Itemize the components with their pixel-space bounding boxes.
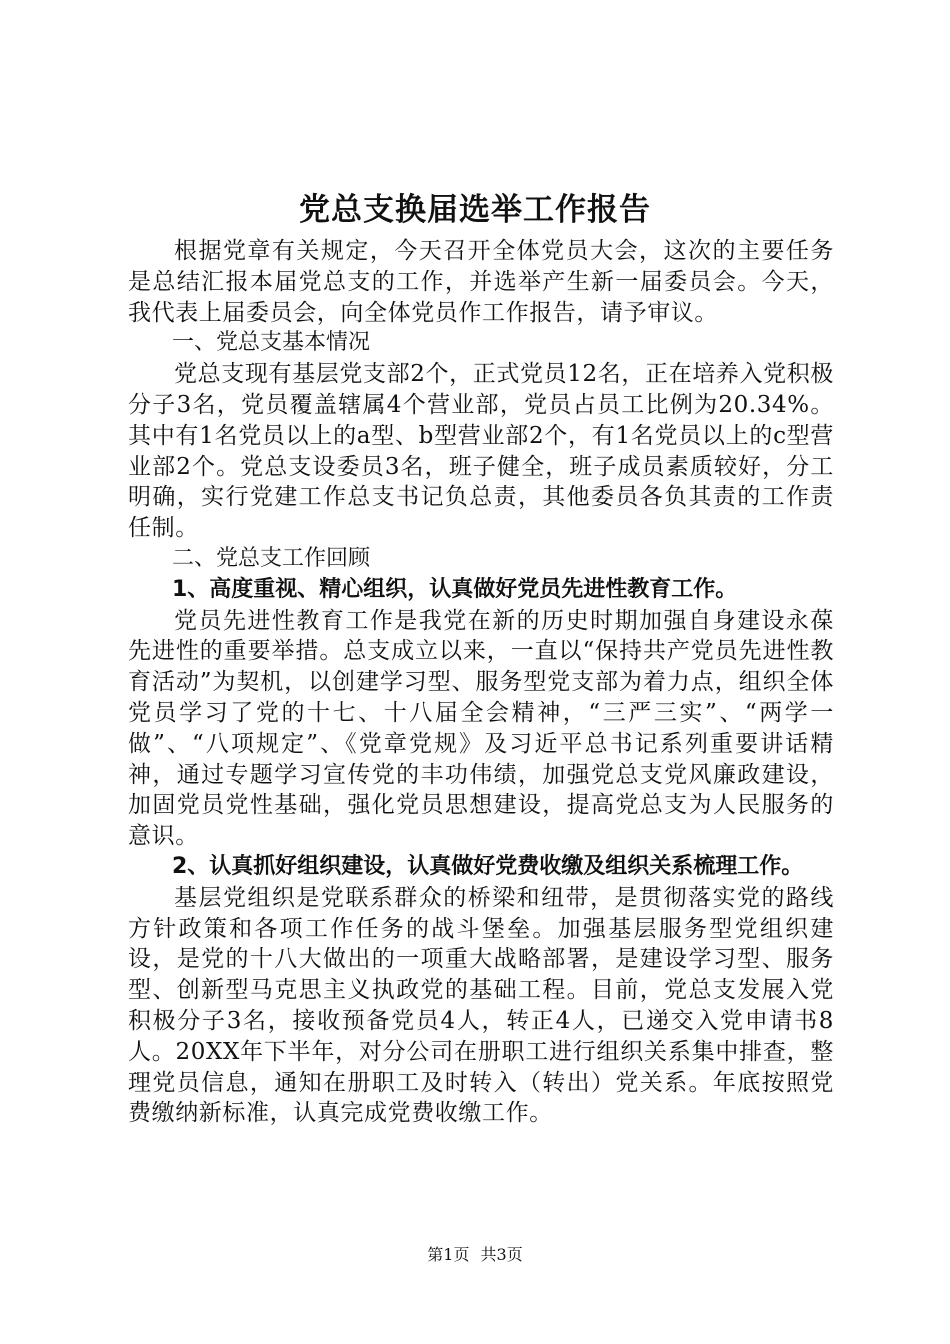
education-paragraph: 党员先进性教育工作是我党在新的历史时期加强自身建设永葆先进性的重要举措。总支成立以来，一直以“保持共产党员先进性教育活动”为契机，以创建学习型、服务型党支部为着力点，组织全体党员学习了党的十七、十八届全会精神，“三严三实”、“两学一做”、“八项规定”、《党章党规》及习近平总书记系列重要讲话精神，通过专题学习宣传党的丰功伟绩，加强党总支党风廉政建设，加固党员党性基础，强化党员思想建设，提高党总支为人民服务的意识。 [128, 607, 834, 850]
organization-paragraph: 基层党组织是党联系群众的桥梁和纽带，是贯彻落实党的路线方针政策和各项工作任务的战斗堡垒。加强基层服务型党组织建设，是党的十八大做出的一项重大战略部署，是建设学习型、服务型、创新型马克思主义执政党的基础工程。目前，党总支发展入党积极分子3名，接收预备党员4人，转正4人，已递交入党申请书8人。20XX年下半年，对分公司在册职工进行组织关系集中排查，整理党员信息，通知在册职工及时转入（转出）党关系。年底按照党费缴纳新标准，认真完成党费收缴工作。 [128, 884, 834, 1127]
basic-info-paragraph: 党总支现有基层党支部2个，正式党员12名，正在培养入党积极分子3名，党员覆盖辖属4个营业部，党员占员工比例为20.34%。其中有1名党员以上的a型、b型营业部2个，有1名党员以上的c型营业部2个。党总支设委员3名，班子健全，班子成员素质较好，分工明确，实行党建工作总支书记负总责，其他委员各负其责的工作责任制。 [128, 361, 834, 542]
subheading-organization: 2、认真抓好组织建设，认真做好党费收缴及组织关系梳理工作。 [172, 853, 804, 879]
subheading-education: 1、高度重视、精心组织，认真做好党员先进性教育工作。 [172, 576, 738, 602]
page-footer [0, 1244, 950, 1266]
section-heading-review: 二、党总支工作回顾 [172, 545, 371, 571]
section-heading-basic-info: 一、党总支基本情况 [172, 330, 371, 356]
document-title: 党总支换届选举工作报告 [299, 192, 651, 228]
intro-paragraph: 根据党章有关规定，今天召开全体党员大会，这次的主要任务是总结汇报本届党总支的工作，并选举产生新一届委员会。今天，我代表上届委员会，向全体党员作工作报告，请予审议。 [128, 238, 834, 326]
page-total: 共3页 [480, 1245, 523, 1264]
document-body [128, 236, 834, 1129]
page-number: 第1页 [427, 1245, 470, 1264]
